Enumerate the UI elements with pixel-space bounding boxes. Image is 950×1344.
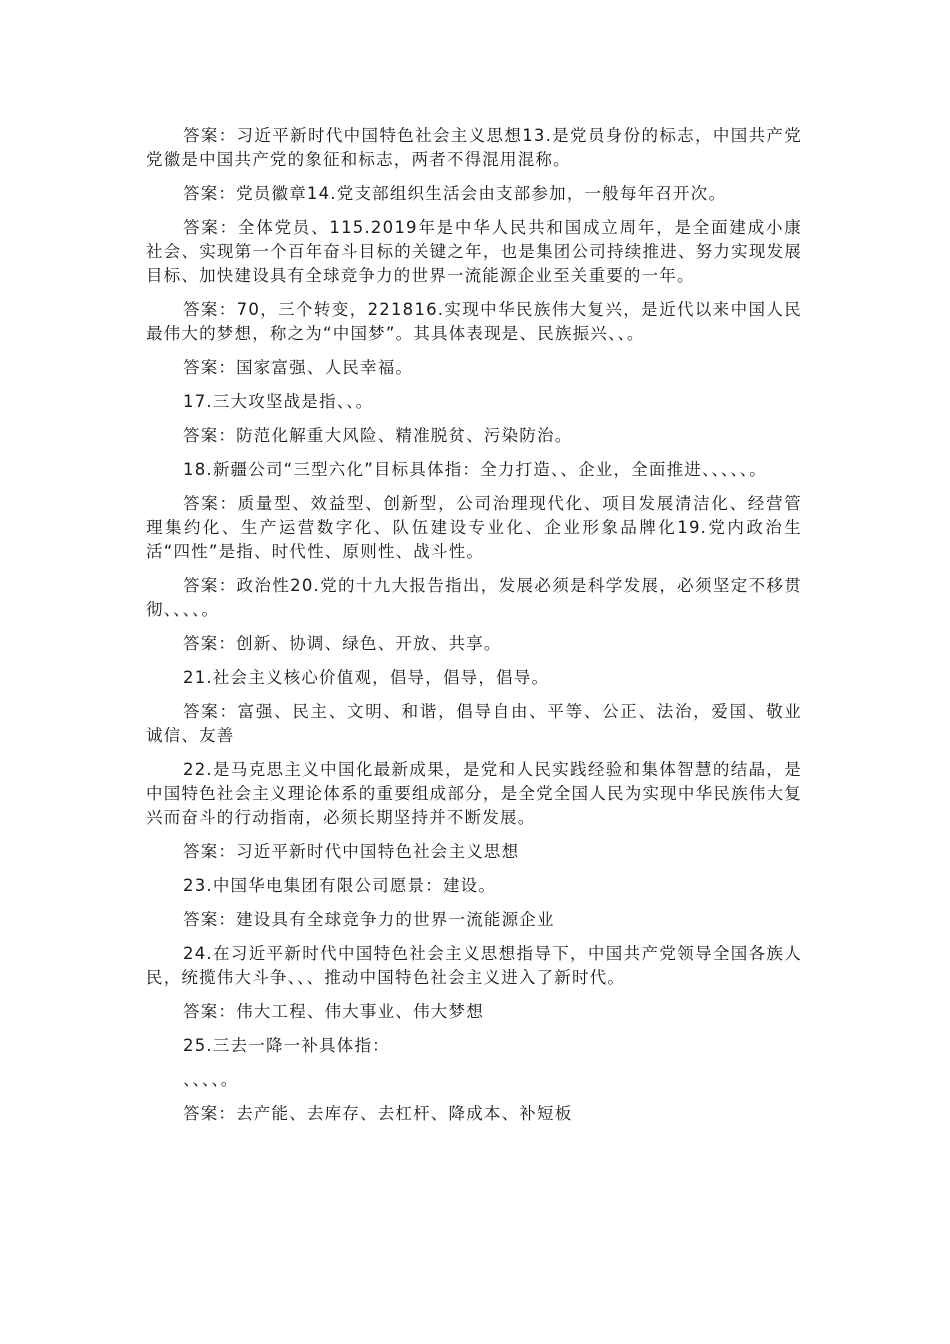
paragraph-question-21: 21.社会主义核心价值观，倡导，倡导，倡导。: [183, 668, 550, 687]
paragraph-answer-18: 答案：质量型、效益型、创新型，公司治理现代化、项目发展清洁化、经营管理集约化、生产运营数字化、队伍建设专业化、企业形象品牌化19.党内政治生活“四性”是指、时代性、原则性、战斗性。: [146, 494, 802, 561]
paragraph-question-18: 18.新疆公司“三型六化”目标具体指：全力打造、、企业，全面推进、、、、、。: [183, 460, 767, 479]
paragraph-question-17: 17.三大攻坚战是指、、。: [183, 392, 374, 411]
paragraph-question-22: 22.是马克思主义中国化最新成果，是党和人民实践经验和集体智慧的结晶，是中国特色社会主义理论体系的重要组成部分，是全党全国人民为实现中华民族伟大复兴而奋斗的行动指南，必须长期坚持并不断发展。: [146, 760, 802, 827]
paragraph-answer-14: 答案：党员徽章14.党支部组织生活会由支部参加，一般每年召开次。: [183, 184, 727, 203]
paragraph-question-24: 24.在习近平新时代中国特色社会主义思想指导下，中国共产党领导全国各族人民，统揽伟大斗争、、、推动中国特色社会主义进入了新时代。: [146, 944, 802, 987]
paragraph-answer-20: 答案：创新、协调、绿色、开放、共享。: [183, 634, 502, 653]
paragraph-answer-19: 答案：政治性20.党的十九大报告指出，发展必须是科学发展，必须坚定不移贯彻、、、、。: [146, 576, 802, 619]
document-page: [146, 124, 802, 1136]
paragraph-answer-13: 答案：习近平新时代中国特色社会主义思想13.是党员身份的标志，中国共产党党徽是中国共产党的象征和标志，两者不得混用混称。: [146, 126, 802, 169]
paragraph-answer-16: 答案：70，三个转变，221816.实现中华民族伟大复兴，是近代以来中国人民最伟大的梦想，称之为“中国梦”。其具体表现是、民族振兴、、。: [146, 300, 802, 343]
paragraph-answer-17: 答案：防范化解重大风险、精准脱贫、污染防治。: [183, 426, 573, 445]
paragraph-answer-25: 答案：去产能、去库存、去杠杆、降成本、补短板: [183, 1104, 573, 1123]
paragraph-answer-15: 答案：全体党员、115.2019年是中华人民共和国成立周年，是全面建成小康社会、实现第一个百年奋斗目标的关键之年，也是集团公司持续推进、努力实现发展目标、加快建设具有全球竞争力的世界一流能源企业至关重要的一年。: [146, 218, 802, 285]
paragraph-answer-23: 答案：建设具有全球竞争力的世界一流能源企业: [183, 910, 555, 929]
paragraph-question-25-blanks: 、、、、。: [183, 1070, 239, 1089]
paragraph-answer-16b: 答案：国家富强、人民幸福。: [183, 358, 414, 377]
paragraph-answer-21: 答案：富强、民主、文明、和谐，倡导自由、平等、公正、法治，爱国、敬业诚信、友善: [146, 702, 802, 745]
paragraph-question-23: 23.中国华电集团有限公司愿景：建设。: [183, 876, 497, 895]
paragraph-question-25: 25.三去一降一补具体指：: [183, 1036, 390, 1055]
paragraph-answer-24: 答案：伟大工程、伟大事业、伟大梦想: [183, 1002, 484, 1021]
paragraph-answer-22: 答案：习近平新时代中国特色社会主义思想: [183, 842, 520, 861]
